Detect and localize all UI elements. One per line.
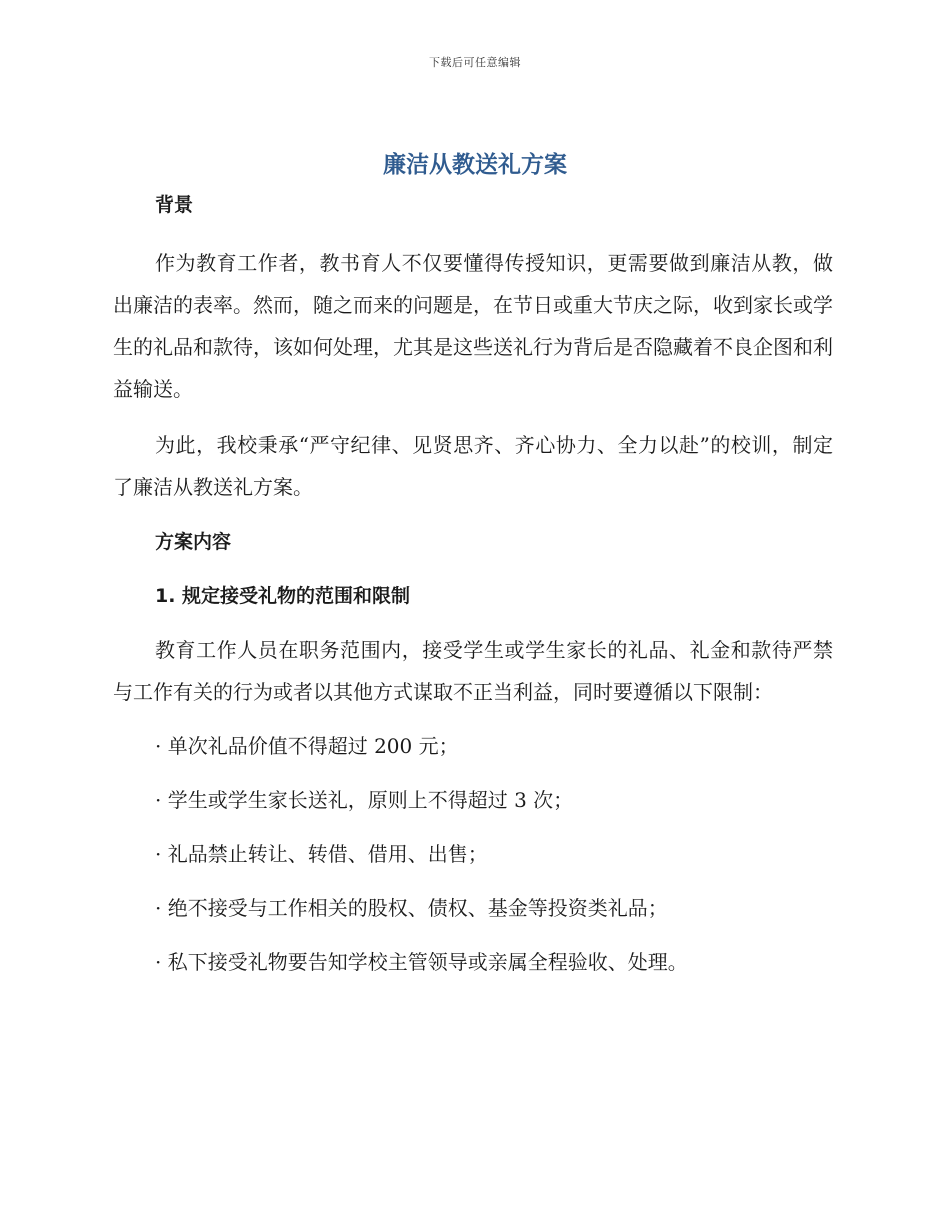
list-item: · 绝不接受与工作相关的股权、债权、基金等投资类礼品； <box>155 896 668 920</box>
list-item: · 礼品禁止转让、转借、借用、出售； <box>155 842 488 866</box>
header-note: 下载后可任意编辑 <box>429 56 521 69</box>
list-item: · 单次礼品价值不得超过 200 元； <box>155 734 459 758</box>
document-body <box>113 190 833 977</box>
paragraph-background-1: 作为教育工作者，教书育人不仅要懂得传授知识，更需要做到廉洁从教，做出廉洁的表率。然而，随之而来的问题是，在节日或重大节庆之际，收到家长或学生的礼品和款待，该如何处理，尤其是这些送礼行为背后是否隐藏着不良企图和利益输送。 <box>113 251 833 401</box>
paragraph-rule-1: 教育工作人员在职务范围内，接受学生或学生家长的礼品、礼金和款待严禁与工作有关的行为或者以其他方式谋取不正当利益，同时要遵循以下限制： <box>113 638 833 704</box>
list-item: · 学生或学生家长送礼，原则上不得超过 3 次； <box>155 788 574 812</box>
paragraph-background-2: 为此，我校秉承“严守纪律、见贤思齐、齐心协力、全力以赴”的校训，制定了廉洁从教送礼方案。 <box>113 433 833 499</box>
list-item: · 私下接受礼物要告知学校主管领导或亲属全程验收、处理。 <box>155 950 688 974</box>
page-title: 廉洁从教送礼方案 <box>383 152 567 178</box>
subsection-heading-rule-1: 1. 规定接受礼物的范围和限制 <box>155 585 411 607</box>
section-heading-background: 背景 <box>155 194 194 216</box>
section-heading-plan: 方案内容 <box>155 531 232 553</box>
